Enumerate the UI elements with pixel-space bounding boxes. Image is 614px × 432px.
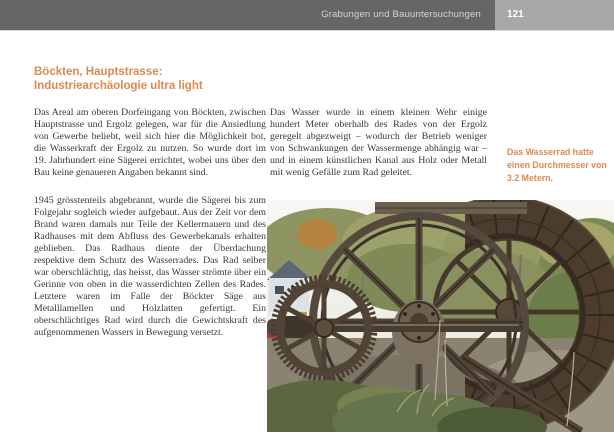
article-title [34, 66, 284, 93]
paragraph: Das Wasser wurde in einem kleinen Wehr einige hundert Meter oberhalb des Rades von der Ergolz geregelt abgezweigt – wodurch der Betrieb weniger von Schwankungen der Wassermenge abhängig war – und in einem künstlichen Kanal aus Holz oder Metall mit wenig Gefälle zum Rad geleitet. [270, 107, 487, 178]
page-number-block [495, 0, 614, 30]
paragraph: 1945 grösstenteils abgebrannt, wurde die Sägerei bis zum Folgejahr sogleich wieder aufgebaut. Aus der Zeit vor dem Brand waren damals nur Teile der Kellermauern und des Radhauses mit dem Abfluss des Gewerbekanals erhalten geblieben. Das Radhaus diente der Überdachung respektive dem Schutz des Wasserrades. Das Rad selber war oberschlächtig, das heisst, das Wasser strömte über ein Gerinne von oben in die wasserdichten Zellen des Rades. Letztere waren im Falle der Böckter Säge aus Metalllamellen und Holzlatten gefertigt. Ein oberschlächtiges Rad wird durch die Gewichtskraft des aufgenommenen Wassers in Bewegung versetzt. [34, 195, 266, 338]
text-column-right [270, 107, 487, 179]
running-header-bar [0, 0, 495, 30]
margin-note: Das Wasserrad hatte einen Durchmesser von 3.2 Metern. [507, 147, 607, 183]
waterwheel-photo-svg [267, 200, 614, 432]
paragraph: Das Areal am oberen Dorfeingang von Böckten, zwischen Hauptstrasse und Ergolz gelegen, war für die Ansiedlung von Gewerbe beliebt, weil sich hier die Möglichkeit bot, die Wasserkraft der Ergolz zu nutzen. So wurde dort im 19. Jahrhundert eine Sägerei errichtet, wobei uns über den Bau keine genaueren Angaben bekannt sind. [34, 107, 266, 178]
header-divider [0, 30, 614, 31]
text-column-left [34, 107, 266, 339]
section-title: Grabungen und Bauuntersuchungen [321, 9, 481, 20]
waterwheel-photo [267, 200, 614, 432]
article-title-line1: Böckten, Hauptstrasse: [34, 66, 163, 78]
article-title-line2: Industriearchäologie ultra light [34, 79, 203, 92]
top-beam [375, 202, 527, 214]
page-number: 121 [507, 9, 524, 20]
